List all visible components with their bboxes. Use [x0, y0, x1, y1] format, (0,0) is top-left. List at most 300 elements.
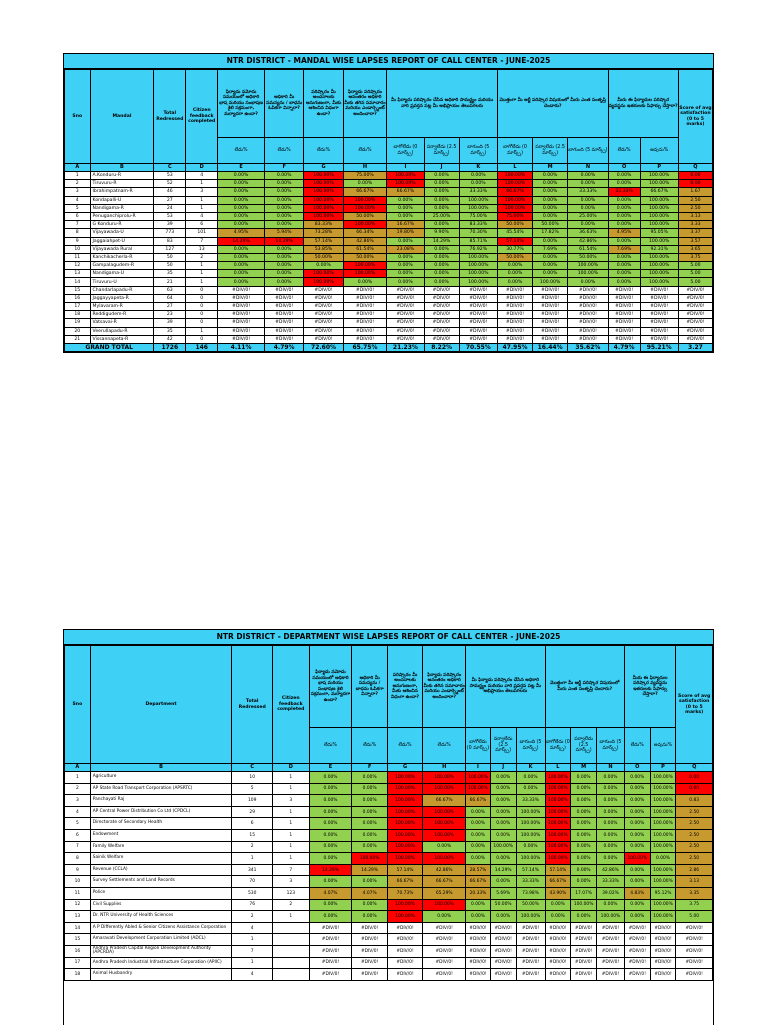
- grand-total-row: [65, 343, 713, 351]
- table-cell: 100.00%: [640, 253, 678, 261]
- table-cell: #DIV/0!: [309, 922, 352, 934]
- table-cell: #DIV/0!: [264, 286, 303, 294]
- grand-total-cell: 21.23%: [387, 343, 424, 351]
- table-cell: 100.00%: [516, 829, 545, 841]
- table-cell: 66.67%: [545, 876, 571, 888]
- header-q-officer-ability: మీ ఫిర్యాదు పరిష్కారం చేసిన అధికారి సామర్థ్యం మరియు వారి ప్రవర్తన పట్ల మీ అభిప్రాయం తెలుపగలరు: [466, 646, 545, 728]
- table-cell: 0.00%: [218, 270, 265, 278]
- table-cell: 0.00%: [352, 876, 387, 888]
- table-cell: 13: [65, 270, 91, 278]
- table-cell: 83.33%: [459, 221, 497, 229]
- table-cell: 0.00%: [568, 196, 608, 204]
- column-letter: A: [65, 764, 91, 772]
- table-cell: 23.08%: [387, 245, 424, 253]
- table-cell: 0.00%: [533, 212, 568, 220]
- table-cell: 0.00%: [608, 278, 640, 286]
- table-cell: 0.00%: [533, 253, 568, 261]
- table-cell: 0.00%: [264, 253, 303, 261]
- table-cell: 2: [232, 911, 273, 923]
- table-row: [65, 212, 713, 220]
- table-cell: 0.00%: [352, 806, 387, 818]
- table-cell: 3: [65, 795, 91, 807]
- table-cell: #DIV/0!: [466, 969, 491, 981]
- table-cell: 0.00%: [466, 899, 491, 911]
- table-cell: 2.86: [676, 864, 713, 876]
- table-cell: 42.86%: [568, 237, 608, 245]
- table-cell: 0.00%: [218, 188, 265, 196]
- table-row: [65, 286, 713, 294]
- header-no: లేదు%: [264, 138, 303, 164]
- header-q-language: ఫిర్యాదు నమోదు సమయంలో అధికారి భాష మరియు సంభాషణ శైలి సక్రమంగా, మర్యాదగా ఉందా?: [309, 646, 352, 728]
- table-cell: #DIV/0!: [608, 335, 640, 343]
- table-cell: 0.00%: [352, 841, 387, 853]
- table-cell: #DIV/0!: [309, 957, 352, 969]
- table-cell: 1: [273, 829, 309, 841]
- table-cell: #DIV/0!: [568, 327, 608, 335]
- table-cell: #DIV/0!: [678, 303, 712, 311]
- table-cell: 100.00%: [490, 841, 516, 853]
- column-letter: I: [387, 164, 424, 172]
- table-cell: 14: [65, 922, 91, 934]
- table-cell: 0.00%: [571, 841, 597, 853]
- table-cell: 0.00%: [387, 237, 424, 245]
- table-cell: 75.00%: [497, 212, 532, 220]
- table-cell: 2: [65, 180, 91, 188]
- table-cell: 0.00%: [545, 911, 571, 923]
- table-cell: 3: [186, 188, 218, 196]
- header-citizen-feedback: Citizen feedback completed: [186, 70, 218, 164]
- table-cell: #DIV/0!: [387, 969, 422, 981]
- table-cell: 0.00%: [387, 270, 424, 278]
- table-cell: #DIV/0!: [596, 969, 624, 981]
- row-name-cell: Andhra Pradesh Capital Region Development Authority (APCRDA): [90, 945, 232, 957]
- table-cell: 100.00%: [304, 188, 343, 196]
- table-cell: 100.00%: [650, 818, 676, 830]
- table-cell: 0.00%: [571, 783, 597, 795]
- table-cell: 100.00%: [650, 795, 676, 807]
- table-cell: 6: [65, 212, 91, 220]
- table-cell: 0.00%: [608, 237, 640, 245]
- table-cell: 33.33%: [516, 795, 545, 807]
- table-cell: 0.00%: [490, 783, 516, 795]
- column-letter: P: [640, 164, 678, 172]
- table-cell: 109: [232, 795, 273, 807]
- table-cell: 0.00%: [545, 899, 571, 911]
- table-cell: 70.30%: [459, 229, 497, 237]
- table-cell: 18: [65, 311, 91, 319]
- table-row: [65, 922, 713, 934]
- table-cell: 3.13: [676, 876, 713, 888]
- table-cell: 100.00%: [640, 278, 678, 286]
- table-cell: #DIV/0!: [264, 327, 303, 335]
- table-cell: 16: [65, 945, 91, 957]
- column-letters-row: [65, 164, 713, 172]
- table-cell: 66.67%: [423, 876, 466, 888]
- column-letter: Q: [676, 764, 713, 772]
- table-cell: #DIV/0!: [650, 969, 676, 981]
- table-cell: [273, 945, 309, 957]
- table-cell: 1: [186, 204, 218, 212]
- table-cell: #DIV/0!: [459, 286, 497, 294]
- table-cell: 100.00%: [545, 829, 571, 841]
- table-cell: 0.00%: [516, 772, 545, 784]
- table-cell: 100.00%: [650, 783, 676, 795]
- table-cell: #DIV/0!: [497, 335, 532, 343]
- table-cell: 95.05%: [640, 229, 678, 237]
- table-cell: 0.00%: [571, 853, 597, 865]
- table-cell: 66.67%: [466, 876, 491, 888]
- table-cell: 100.00%: [343, 270, 387, 278]
- table-cell: 0.00%: [568, 180, 608, 188]
- row-name-cell: A.Konduru-R: [90, 172, 154, 180]
- table-cell: 0.00%: [624, 876, 650, 888]
- header-q-expectation: పరిష్కారం మీ అంచనాలకు అనుగుణంగా, మీకు ఆశించిన విధంగా ఉందా?: [304, 70, 343, 138]
- table-cell: 100.00%: [516, 806, 545, 818]
- row-name-cell: Nandigama-R: [90, 204, 154, 212]
- table-cell: 0.00%: [424, 180, 459, 188]
- table-cell: #DIV/0!: [650, 922, 676, 934]
- table-cell: 4: [186, 172, 218, 180]
- table-cell: 0.00%: [309, 911, 352, 923]
- table-cell: 100.00%: [650, 806, 676, 818]
- table-cell: #DIV/0!: [387, 286, 424, 294]
- table-cell: 100.00%: [497, 172, 532, 180]
- header-no: లేదు%: [387, 728, 422, 764]
- row-name-cell: Veerullapadu-R: [90, 327, 154, 335]
- header-no: లేదు%: [343, 138, 387, 164]
- table-cell: 0.00%: [387, 212, 424, 220]
- header-bad: బాగోలేదు (0 మార్క్స్): [545, 728, 571, 764]
- table-cell: #DIV/0!: [352, 945, 387, 957]
- table-cell: 95.12%: [650, 887, 676, 899]
- table-cell: 2.50: [676, 853, 713, 865]
- table-row: [65, 294, 713, 302]
- grand-total-cell: 8.22%: [424, 343, 459, 351]
- header-q-officer-ability: మీ ఫిర్యాదు పరిష్కారం చేసిన అధికారి సామర్థ్యం మరియు వారి ప్రవర్తన పట్ల మీ అభిప్రాయం తెలుపగలరు: [387, 70, 498, 138]
- table-cell: 0.00%: [490, 876, 516, 888]
- column-letter: D: [186, 164, 218, 172]
- table-cell: 0.00%: [533, 172, 568, 180]
- header-mandal: Mandal: [90, 70, 154, 164]
- header-no: లేదు%: [218, 138, 265, 164]
- table-cell: 61.54%: [568, 245, 608, 253]
- grand-total-cell: 70.55%: [459, 343, 497, 351]
- table-row: [65, 204, 713, 212]
- table-cell: 1: [65, 772, 91, 784]
- header-q-overall-satisfaction: మొత్తంగా మీ అర్జీ పరిష్కార విషయంలో మీరు ఎంత సంతృప్తి చెందారు?: [545, 646, 624, 728]
- table-cell: 50.00%: [568, 253, 608, 261]
- table-cell: [273, 969, 309, 981]
- table-cell: #DIV/0!: [516, 922, 545, 934]
- table-cell: 0.00%: [309, 795, 352, 807]
- table-cell: 1: [273, 783, 309, 795]
- table-cell: 7: [65, 841, 91, 853]
- table-cell: #DIV/0!: [424, 294, 459, 302]
- table-cell: 100.00%: [459, 204, 497, 212]
- row-name-cell: Tiruvuru-R: [90, 180, 154, 188]
- grand-total-cell: 1726: [154, 343, 186, 351]
- header-q-recommend: మీరు ఈ ఫిర్యాదుల పరిష్కార వ్యవస్థను ఇతరులకు సిఫార్సు చేస్తారా?: [608, 70, 678, 138]
- table-cell: 0: [186, 311, 218, 319]
- mandal-report-table: [64, 69, 713, 352]
- table-cell: 100.00%: [640, 212, 678, 220]
- table-cell: 100.00%: [516, 911, 545, 923]
- table-cell: 35: [154, 327, 186, 335]
- table-cell: 0: [186, 335, 218, 343]
- table-cell: 0.00%: [352, 772, 387, 784]
- row-name-cell: Penuganchiprolu-R: [90, 212, 154, 220]
- dept-report-title: NTR DISTRICT - DEPARTMENT WISE LAPSES REPORT OF CALL CENTER - JUNE-2025: [64, 630, 713, 645]
- table-cell: 0.00%: [490, 772, 516, 784]
- table-cell: 7: [232, 945, 273, 957]
- row-name-cell: Revenue (CCLA): [90, 864, 232, 876]
- table-cell: 1: [232, 853, 273, 865]
- table-cell: 0.00%: [571, 876, 597, 888]
- table-cell: 100.00%: [304, 278, 343, 286]
- table-row: [65, 899, 713, 911]
- table-cell: 8: [65, 229, 91, 237]
- table-cell: #DIV/0!: [264, 319, 303, 327]
- header-good: బాగుంది (5 మార్క్స్): [459, 138, 497, 164]
- table-cell: 2.50: [676, 841, 713, 853]
- table-cell: #DIV/0!: [343, 319, 387, 327]
- table-cell: #DIV/0!: [640, 294, 678, 302]
- table-cell: #DIV/0!: [343, 335, 387, 343]
- grand-total-cell: 95.21%: [640, 343, 678, 351]
- table-cell: 76.92%: [459, 245, 497, 253]
- table-cell: #DIV/0!: [678, 294, 712, 302]
- table-cell: 100.00%: [343, 204, 387, 212]
- table-cell: 0.00%: [352, 899, 387, 911]
- table-cell: 6: [65, 829, 91, 841]
- table-cell: 0.00%: [309, 841, 352, 853]
- column-letter: M: [571, 764, 597, 772]
- table-cell: 100.00%: [387, 783, 422, 795]
- table-cell: 0.00%: [533, 237, 568, 245]
- table-cell: 0.00%: [424, 188, 459, 196]
- column-letter: E: [218, 164, 265, 172]
- table-cell: 66.67%: [497, 188, 532, 196]
- table-cell: 25.00%: [568, 212, 608, 220]
- table-cell: 0.00%: [466, 806, 491, 818]
- table-cell: 50.00%: [490, 899, 516, 911]
- table-cell: 0.00%: [571, 806, 597, 818]
- table-cell: 0.00%: [533, 188, 568, 196]
- table-cell: 9: [65, 864, 91, 876]
- table-cell: #DIV/0!: [596, 922, 624, 934]
- table-cell: #DIV/0!: [640, 327, 678, 335]
- table-row: [65, 887, 713, 899]
- table-cell: 100.00%: [387, 853, 422, 865]
- table-row: [65, 262, 713, 270]
- table-cell: #DIV/0!: [309, 969, 352, 981]
- table-cell: 1: [273, 841, 309, 853]
- table-cell: 35: [154, 270, 186, 278]
- table-cell: 3.75: [678, 253, 712, 261]
- table-cell: #DIV/0!: [571, 922, 597, 934]
- table-cell: #DIV/0!: [624, 945, 650, 957]
- mandal-report-sheet: [63, 53, 714, 353]
- table-cell: 3.35: [676, 887, 713, 899]
- table-cell: #DIV/0!: [533, 286, 568, 294]
- header-good: బాగుంది (5 మార్క్స్): [568, 138, 608, 164]
- table-cell: 16.67%: [387, 221, 424, 229]
- table-cell: #DIV/0!: [608, 319, 640, 327]
- header-yes: అవును%: [650, 728, 676, 764]
- row-name-cell: Amaravati Development Corporation Limited (ADCL): [90, 934, 232, 946]
- table-cell: 0.00%: [608, 253, 640, 261]
- row-name-cell: Vissannapeta-R: [90, 335, 154, 343]
- table-cell: 1: [186, 180, 218, 188]
- table-cell: 57.14%: [304, 237, 343, 245]
- table-cell: 0.83: [676, 795, 713, 807]
- table-cell: 100.00%: [545, 806, 571, 818]
- table-cell: 20.33%: [466, 887, 491, 899]
- header-q-recommend: మీరు ఈ ఫిర్యాదుల పరిష్కార వ్యవస్థను ఇతరులకు సిఫార్సు చేస్తారా?: [624, 646, 675, 728]
- column-letter: L: [545, 764, 571, 772]
- table-cell: 50.00%: [533, 221, 568, 229]
- table-cell: #DIV/0!: [343, 294, 387, 302]
- header-department: Department: [90, 646, 232, 764]
- table-cell: 100.00%: [568, 262, 608, 270]
- table-cell: #DIV/0!: [640, 286, 678, 294]
- table-cell: 0.00%: [218, 196, 265, 204]
- row-name-cell: Panchayati Raj: [90, 795, 232, 807]
- table-cell: 100.00%: [568, 270, 608, 278]
- row-name-cell: Sainik Welfare: [90, 853, 232, 865]
- column-letter: H: [423, 764, 466, 772]
- table-cell: #DIV/0!: [218, 335, 265, 343]
- column-letter: N: [568, 164, 608, 172]
- grand-total-cell: 65.75%: [343, 343, 387, 351]
- table-cell: #DIV/0!: [343, 311, 387, 319]
- table-row: [65, 245, 713, 253]
- table-cell: 0.00%: [608, 172, 640, 180]
- table-cell: #DIV/0!: [596, 945, 624, 957]
- table-row: [65, 172, 713, 180]
- table-cell: 0.00%: [387, 204, 424, 212]
- table-cell: 100.00%: [387, 806, 422, 818]
- table-cell: 0.00%: [352, 829, 387, 841]
- table-cell: #DIV/0!: [533, 335, 568, 343]
- table-cell: #DIV/0!: [423, 969, 466, 981]
- table-cell: 6: [186, 221, 218, 229]
- table-row: [65, 335, 713, 343]
- table-cell: 17.07%: [571, 887, 597, 899]
- column-letter: I: [466, 764, 491, 772]
- table-cell: 100.00%: [387, 899, 422, 911]
- table-cell: 100.00%: [352, 853, 387, 865]
- table-cell: #DIV/0!: [608, 294, 640, 302]
- row-name-cell: Ibrahimpatnam-R: [90, 188, 154, 196]
- table-cell: 0.00%: [466, 853, 491, 865]
- table-cell: 18: [65, 969, 91, 981]
- column-letter: F: [352, 764, 387, 772]
- table-cell: 0.00%: [424, 204, 459, 212]
- table-cell: #DIV/0!: [424, 286, 459, 294]
- row-name-cell: Family Welfare: [90, 841, 232, 853]
- row-name-cell: Civil Supplies: [90, 899, 232, 911]
- table-cell: 100.00%: [640, 180, 678, 188]
- table-cell: 2.50: [676, 829, 713, 841]
- table-cell: 100.00%: [343, 262, 387, 270]
- table-cell: 0.00%: [624, 911, 650, 923]
- header-score: Score of avg satisfaction (0 to 5 marks): [676, 646, 713, 764]
- table-cell: 100.00%: [545, 818, 571, 830]
- table-cell: 0.00%: [624, 818, 650, 830]
- table-cell: 53.85%: [304, 245, 343, 253]
- table-cell: 0.00%: [624, 806, 650, 818]
- table-cell: 53: [154, 172, 186, 180]
- table-cell: 2: [65, 783, 91, 795]
- row-name-cell: Vatsavai-R: [90, 319, 154, 327]
- table-cell: 5.69%: [490, 887, 516, 899]
- table-cell: #DIV/0!: [676, 969, 713, 981]
- table-cell: #DIV/0!: [640, 303, 678, 311]
- table-cell: 0.00%: [490, 911, 516, 923]
- table-cell: 10: [65, 876, 91, 888]
- column-letter: Q: [678, 164, 712, 172]
- row-name-cell: Mylavaram-R: [90, 303, 154, 311]
- table-cell: 0.00: [676, 783, 713, 795]
- table-cell: 73.28%: [304, 229, 343, 237]
- table-cell: 0.00%: [533, 262, 568, 270]
- table-cell: 0.00%: [608, 221, 640, 229]
- table-cell: #DIV/0!: [459, 294, 497, 302]
- table-cell: #DIV/0!: [497, 294, 532, 302]
- table-cell: 100.00%: [640, 237, 678, 245]
- table-cell: #DIV/0!: [596, 957, 624, 969]
- table-cell: 42: [154, 335, 186, 343]
- table-cell: 50.00%: [343, 212, 387, 220]
- table-cell: 0.00%: [490, 853, 516, 865]
- table-cell: 100.00%: [545, 772, 571, 784]
- column-letter: O: [608, 164, 640, 172]
- table-cell: 39: [154, 221, 186, 229]
- table-cell: 3: [65, 188, 91, 196]
- table-cell: 1: [273, 772, 309, 784]
- table-cell: 0.00%: [309, 876, 352, 888]
- table-cell: 0.00%: [571, 911, 597, 923]
- column-letter: H: [343, 164, 387, 172]
- table-cell: 52: [154, 180, 186, 188]
- table-cell: 0.00%: [497, 278, 532, 286]
- table-cell: 0.00%: [218, 262, 265, 270]
- table-cell: 0.00%: [608, 212, 640, 220]
- table-cell: 100.00%: [650, 899, 676, 911]
- header-bad: బాగోలేదు (0 మార్క్స్): [387, 138, 424, 164]
- table-cell: #DIV/0!: [533, 311, 568, 319]
- table-cell: 100.00%: [304, 172, 343, 180]
- table-cell: #DIV/0!: [608, 286, 640, 294]
- header-no: లేదు%: [352, 728, 387, 764]
- table-cell: 3: [273, 795, 309, 807]
- table-cell: 0.00%: [423, 841, 466, 853]
- header-q-endorsement: ఫిర్యాదు పరిష్కారం అనంతరం అధికారి మీకు తగిన సమాచారం మరియు ఎండార్స్మెంట్ అందించారా?: [423, 646, 466, 728]
- table-cell: 0.00%: [624, 841, 650, 853]
- table-cell: #DIV/0!: [490, 969, 516, 981]
- table-cell: #DIV/0!: [264, 303, 303, 311]
- table-cell: 29: [232, 806, 273, 818]
- table-cell: 70: [232, 876, 273, 888]
- table-cell: 0.00%: [608, 180, 640, 188]
- table-cell: #DIV/0!: [264, 335, 303, 343]
- table-cell: 100.00%: [423, 853, 466, 865]
- table-cell: #DIV/0!: [387, 294, 424, 302]
- table-row: [65, 311, 713, 319]
- table-cell: 0.00%: [490, 806, 516, 818]
- table-cell: 76: [232, 899, 273, 911]
